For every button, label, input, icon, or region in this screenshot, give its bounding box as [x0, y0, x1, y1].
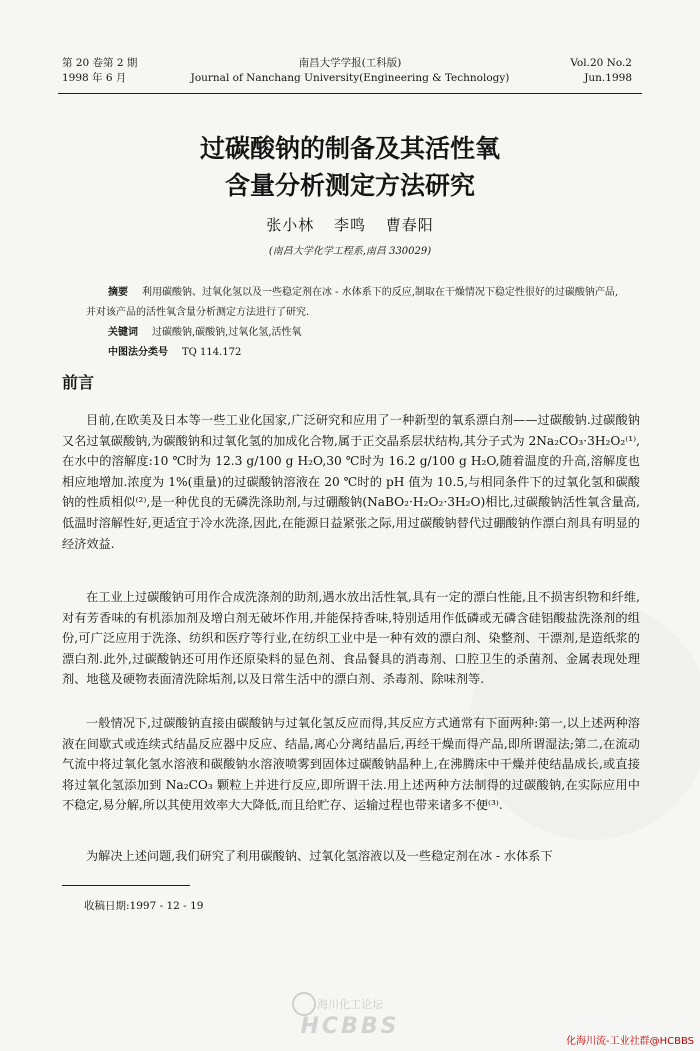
source-credit: 化海川流-工业社群@HCBBS — [565, 1036, 694, 1047]
body-paragraph-2 — [62, 587, 640, 690]
journal-name-en: Journal of Nanchang University(Engineering & Technology) — [190, 72, 510, 84]
paragraph-text: 一般情况下,过碳酸钠直接由碳酸钠与过氧化氢反应而得,其反应方式通常有下面两种:第一,以上述两种溶液在间歇式或连续式结晶反应器中反应、结晶,离心分离结晶后,再经干燥而得产品,即所谓湿法;第二,在流动气流中将过氧化氢水溶液和碳酸钠水溶液喷雾到固体过碳酸钠晶种上,在沸腾床中干燥并使结晶成长,或直接将过氧化氢添加到 Na₂CO₃ 颗粒上并进行反应,即所谓干法.用上述两种方法制得的过碳酸钠,在实际应用中不稳定,易分解,所以其使用效率大大降低,而且给贮存、运输过程也带来诸多不便⁽³⁾. — [62, 716, 640, 813]
publication-date: 1998 年 6 月 — [62, 72, 127, 84]
classification-text: TQ 114.172 — [182, 347, 242, 358]
body-paragraph-4 — [62, 846, 640, 867]
keywords — [86, 323, 622, 343]
classification — [86, 343, 622, 363]
publication-date-en: Jun.1998 — [584, 72, 632, 84]
paragraph-text: 在工业上过碳酸钠可用作合成洗涤剂的助剂,遇水放出活性氧,具有一定的漂白性能,且不损害织物和纤维,对有芳香味的有机添加剂及增白剂无破坏作用,并能保持香味,特别适用作低磷或无磷含硅铝酸盐洗涤剂的组份,可广泛应用于洗涤、纺织和医疗等行业,在纺织工业中是一种有效的漂白剂、染整剂、干漂剂,是造纸浆的漂白剂.此外,过碳酸钠还可用作还原染料的显色剂、食品餐具的消毒剂、口腔卫生的杀菌剂、金属表现处理剂、地毯及硬物表面清洗除垢剂,以及日常生活中的漂白剂、杀毒剂、除味剂等. — [62, 590, 640, 687]
body-paragraph-1 — [62, 410, 640, 554]
affiliation: (南昌大学化学工程系,南昌 330029) — [268, 246, 432, 257]
abstract-label: 摘要 — [108, 287, 128, 298]
watermark-forum-name: 海川化工论坛 — [317, 998, 383, 1011]
volume-issue-en: Vol.20 No.2 — [570, 57, 632, 69]
received-date-footnote: 收稿日期:1997 - 12 - 19 — [84, 900, 204, 912]
keywords-text: 过碳酸钠,碳酸钠,过氧化氢,活性氧 — [152, 327, 302, 338]
authors: 张小林 李鸣 曹春阳 — [266, 216, 434, 234]
abstract — [86, 283, 622, 323]
paper-title — [0, 130, 700, 204]
footnote-divider — [62, 885, 190, 886]
volume-issue: 第 20 卷第 2 期 — [62, 57, 138, 69]
watermark-logo: HCBBS — [300, 1014, 400, 1039]
journal-name-cn: 南昌大学学报(工科版) — [298, 57, 402, 69]
section-heading: 前言 — [62, 373, 95, 392]
body-paragraph-3 — [62, 713, 640, 816]
title-line-2: 含量分析测定方法研究 — [224, 171, 475, 200]
journal-volume-en — [570, 56, 632, 86]
title-line-1: 过碳酸钠的制备及其活性氧 — [199, 134, 500, 163]
classification-label: 中图法分类号 — [108, 347, 168, 358]
paragraph-text: 目前,在欧美及日本等一些工业化国家,广泛研究和应用了一种新型的氧系漂白剂——过碳酸钠.过碳酸钠又名过氧碳酸钠,为碳酸钠和过氧化氢的加成化合物,属于正交晶系层状结构,其分子式为 2Na₂CO₃·3H₂O₂⁽¹⁾,在水中的溶解度:10 ℃时为 12.3 g/100 g H₂O,30 ℃时为 16.2 g/100 g H₂O,随着温度的升高,溶解度也相应地增加.浓度为 1%(重量)的过碳酸钠溶液在 20 ℃时的 pH 值为 10.5,与相同条件下的过氧化氢和碳酸钠的性质相似⁽²⁾,是一种优良的无磷洗涤助剂,与过硼酸钠(NaBO₂·H₂O₂·3H₂O)相比,过碳酸钠活性氧含量高,低温时溶解性好,更适宜于冷水洗涤,因此,在能源日益紧张之际,用过碳酸钠替代过硼酸钠作漂白剂具有明显的经济效益. — [62, 413, 640, 551]
abstract-block — [86, 283, 622, 363]
abstract-text: 利用碳酸钠、过氧化氢以及一些稳定剂在冰 - 水体系下的反应,制取在干燥情况下稳定性很好的过碳酸钠产品,并对该产品的活性氧含量分析测定方法进行了研究. — [86, 287, 619, 318]
paragraph-text: 为解决上述问题,我们研究了利用碳酸钠、过氧化氢溶液以及一些稳定剂在冰 - 水体系下 — [86, 849, 553, 863]
keywords-label: 关键词 — [108, 327, 138, 338]
header-divider — [58, 93, 642, 94]
